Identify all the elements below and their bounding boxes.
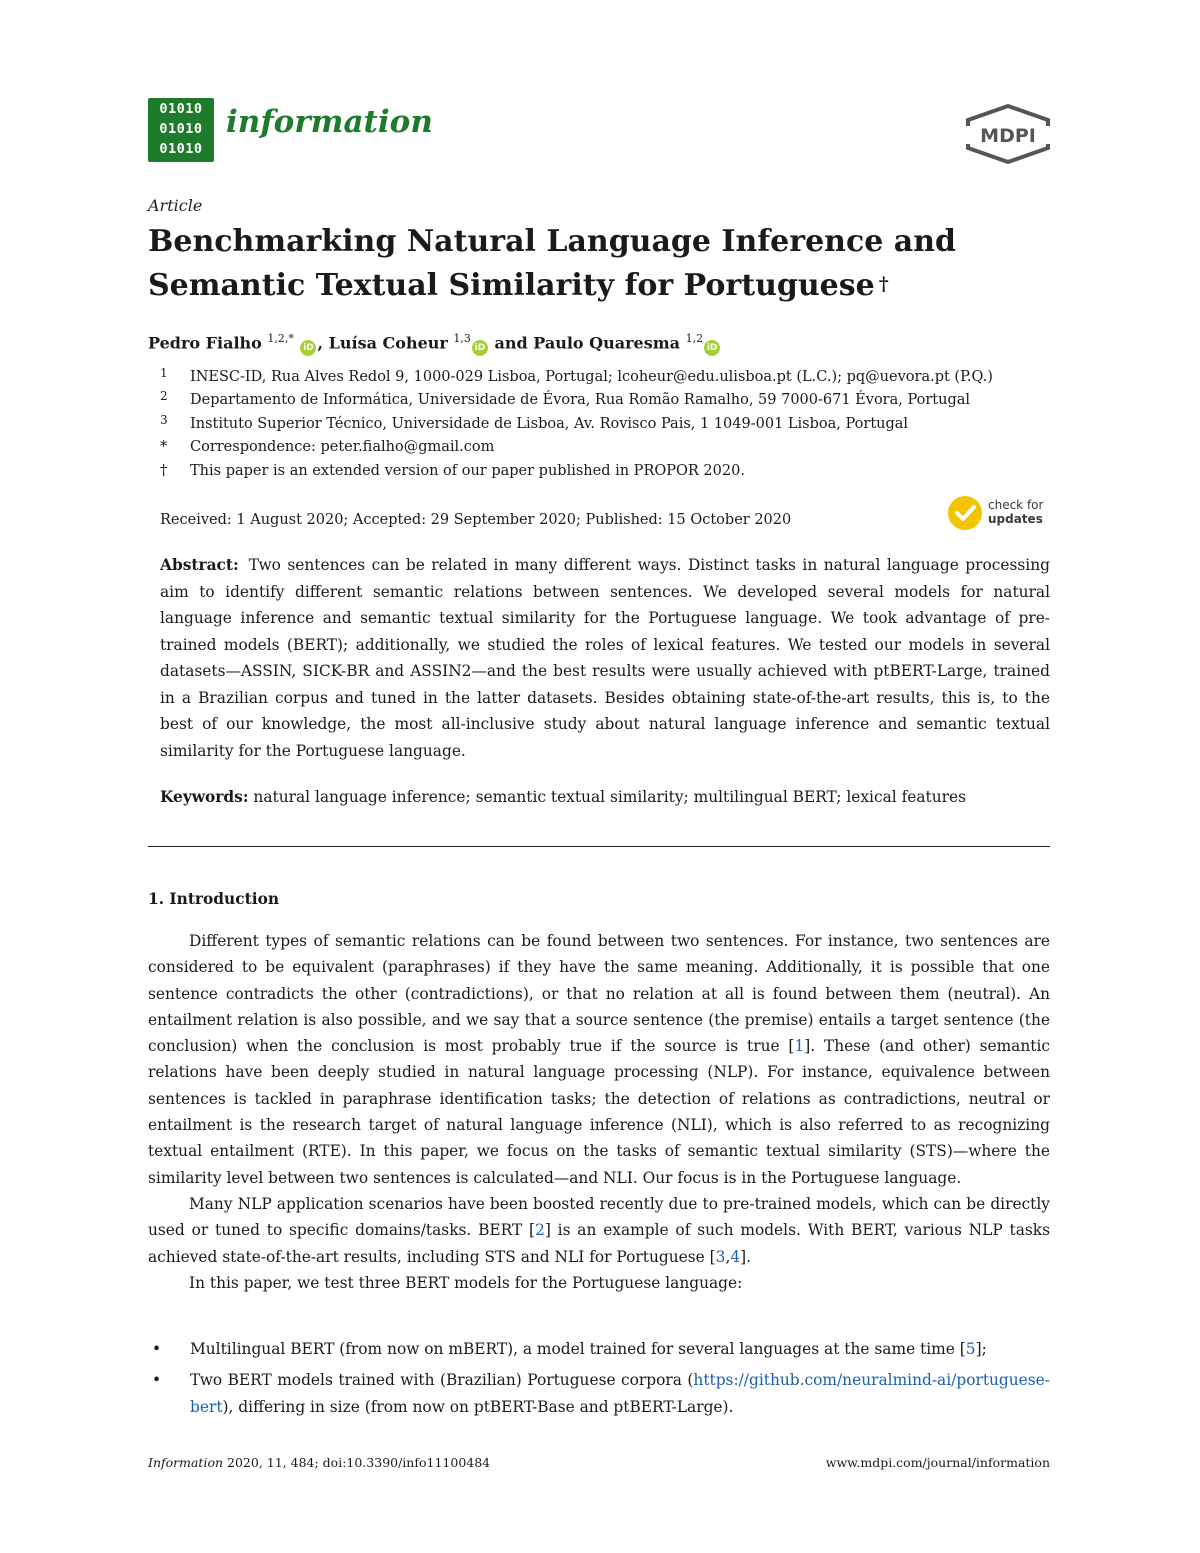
author-name: Paulo Quaresma bbox=[533, 333, 681, 353]
title-line-1: Benchmarking Natural Language Inference and bbox=[148, 224, 956, 259]
intro-body bbox=[148, 928, 1050, 1296]
logo-bits-row: 01010 bbox=[159, 121, 203, 138]
paragraph-text: ]. bbox=[740, 1247, 752, 1266]
paragraph-text: , bbox=[725, 1247, 731, 1266]
check-for-updates-label bbox=[988, 498, 1043, 526]
author-separator: and bbox=[494, 333, 528, 353]
affiliation-text: INESC-ID, Rua Alves Redol 9, 1000-029 Lisboa, Portugal; lcoheur@edu.ulisboa.pt (L.C.); pq@uevora.pt (P.Q.) bbox=[190, 369, 993, 385]
citation-link[interactable]: 3 bbox=[715, 1247, 726, 1266]
author-separator: , bbox=[317, 333, 324, 353]
extended-version-note: This paper is an extended version of our paper published in PROPOR 2020. bbox=[190, 462, 745, 479]
affiliation-mark: * bbox=[160, 439, 168, 456]
orcid-icon[interactable]: iD bbox=[704, 340, 720, 356]
bullet-list bbox=[148, 1336, 1050, 1425]
author-name: Pedro Fialho bbox=[148, 333, 262, 353]
check-updates-line-2: updates bbox=[988, 512, 1043, 526]
affiliation-list bbox=[160, 366, 1060, 483]
affiliation-item bbox=[160, 436, 1060, 459]
affiliation-mark: † bbox=[160, 462, 168, 479]
section-heading: 1. Introduction bbox=[148, 890, 280, 908]
paragraph-text: ] is an example of such models. With BERT, various NLP tasks achieved state-of-the-art results, including STS and NLI for Portuguese [ bbox=[148, 1221, 1050, 1266]
footer-doi: 2020, 11, 484; doi:10.3390/info11100484 bbox=[227, 1455, 491, 1470]
affiliation-mark: 1 bbox=[160, 366, 168, 380]
article-type: Article bbox=[148, 196, 203, 215]
mdpi-logo bbox=[962, 104, 1054, 164]
paragraph-text: In this paper, we test three BERT models for the Portuguese language: bbox=[189, 1273, 743, 1292]
citation-link[interactable]: 4 bbox=[730, 1247, 741, 1266]
list-item-text: ]; bbox=[975, 1340, 987, 1358]
author-name: Luísa Coheur bbox=[328, 333, 448, 353]
list-item-text: Multilingual BERT (from now on mBERT), a model trained for several languages at the same time [ bbox=[190, 1340, 966, 1358]
citation-link[interactable]: 2 bbox=[535, 1221, 545, 1240]
logo-bits-row: 01010 bbox=[159, 101, 203, 118]
author-list bbox=[148, 332, 1048, 356]
paragraph bbox=[148, 1191, 1050, 1270]
abstract-label: Abstract: bbox=[160, 556, 239, 574]
check-for-updates-badge[interactable] bbox=[948, 496, 1058, 532]
list-item-text: Two BERT models trained with (Brazilian) Portuguese corpora ( bbox=[190, 1371, 694, 1390]
orcid-icon[interactable]: iD bbox=[472, 340, 488, 356]
check-mark-icon bbox=[948, 496, 982, 530]
abstract bbox=[160, 552, 1050, 764]
page-footer bbox=[148, 1455, 1050, 1475]
keywords-text: natural language inference; semantic textual similarity; multilingual BERT; lexical features bbox=[253, 788, 967, 806]
mdpi-hexagon-icon bbox=[962, 104, 1054, 164]
affiliation-text: Departamento de Informática, Universidade de Évora, Rua Romão Ramalho, 59 7000-671 Évora, Portugal bbox=[190, 392, 971, 409]
list-item-text: ), differing in size (from now on ptBERT-Base and ptBERT-Large). bbox=[222, 1397, 734, 1416]
paragraph bbox=[148, 928, 1050, 1191]
bullet-icon: • bbox=[152, 1371, 162, 1390]
citation-link[interactable]: 1 bbox=[794, 1037, 805, 1056]
affiliation-item bbox=[160, 460, 1060, 483]
keywords-label: Keywords: bbox=[160, 788, 249, 806]
github-link[interactable]: https://github.com/neuralmind-ai/portuguese-bert bbox=[190, 1371, 1050, 1416]
author-affil-sup: 1,2 bbox=[685, 332, 704, 345]
title-line-2: Semantic Textual Similarity for Portuguese bbox=[148, 268, 875, 303]
bullet-icon: • bbox=[152, 1340, 162, 1358]
affiliation-text: Instituto Superior Técnico, Universidade de Lisboa, Av. Rovisco Pais, 1 1049-001 Lisboa, Portugal bbox=[190, 415, 909, 432]
affiliation-item bbox=[160, 413, 1060, 436]
title-footnote-mark: † bbox=[878, 273, 889, 295]
paper-title bbox=[148, 220, 1028, 308]
mdpi-logo-text: MDPI bbox=[980, 125, 1036, 147]
publication-dates: Received: 1 August 2020; Accepted: 29 September 2020; Published: 15 October 2020 bbox=[160, 512, 792, 528]
footer-journal: Information bbox=[148, 1455, 224, 1470]
check-updates-line-1: check for bbox=[988, 498, 1044, 512]
citation-link[interactable]: 5 bbox=[965, 1340, 976, 1358]
paragraph-text: Many NLP application scenarios have been boosted recently due to pre-trained models, which can be directly used or tuned to specific domains/tasks. BERT [ bbox=[148, 1194, 1050, 1240]
list-item bbox=[148, 1336, 1050, 1362]
footer-url[interactable]: www.mdpi.com/journal/information bbox=[825, 1455, 1050, 1470]
logo-bits-row: 01010 bbox=[159, 141, 203, 158]
author-affil-sup: 1,3 bbox=[453, 332, 471, 345]
affiliation-mark: 2 bbox=[160, 389, 168, 404]
keywords bbox=[160, 788, 1060, 806]
correspondence-text: Correspondence: peter.fialho@gmail.com bbox=[190, 439, 495, 456]
journal-logo bbox=[148, 98, 214, 162]
affiliation-mark: 3 bbox=[160, 412, 168, 427]
abstract-text: Two sentences can be related in many different ways. Distinct tasks in natural language processing aim to identify different semantic relations between sentences. We developed several models for natural language inference and semantic textual similarity for the Portuguese language. We took advantage of pre-trained models (BERT); additionally, we studied the roles of lexical features. We tested our models in several datasets—ASSIN, SICK-BR and ASSIN2—and the best results were usually achieved with ptBERT-Large, trained in a Brazilian corpus and tuned in the latter datasets. Besides obtaining state-of-the-art results, this is, to the best of our knowledge, the most all-inclusive study about natural language inference and semantic textual similarity for the Portuguese language. bbox=[160, 556, 1050, 760]
paragraph-text: ]. These (and other) semantic relations have been deeply studied in natural language processing (NLP). For instance, equivalence between sentences is tackled in paraphrase identification tasks; the detection of relations as contradictions, neutral or entailment is the research target of natural language inference (NLI), which is also referred to as recognizing textual entailment (RTE). In this paper, we focus on the tasks of semantic textual similarity (STS)—where the similarity level between two sentences is calculated—and NLI. Our focus is in the Portuguese language. bbox=[148, 1037, 1051, 1187]
journal-name: information bbox=[226, 104, 433, 140]
affiliation-item bbox=[160, 366, 1060, 389]
section-divider bbox=[148, 846, 1050, 847]
orcid-icon[interactable]: iD bbox=[300, 340, 316, 356]
paragraph bbox=[148, 1270, 1050, 1296]
author-affil-sup: 1,2,* bbox=[267, 332, 294, 345]
affiliation-item bbox=[160, 389, 1060, 412]
footer-citation bbox=[148, 1455, 490, 1470]
list-item bbox=[148, 1367, 1050, 1420]
paragraph-text: Different types of semantic relations can be found between two sentences. For instance, two sentences are considered to be equivalent (paraphrases) if they have the same meaning. Additionally, it is possible that one sentence contradicts the other (contradictions), or that no relation at all is found between them (neutral). An entailment relation is also possible, and we say that a source sentence (the premise) entails a target sentence (the conclusion) when the conclusion is most probably true if the source is true [ bbox=[148, 932, 1050, 1056]
